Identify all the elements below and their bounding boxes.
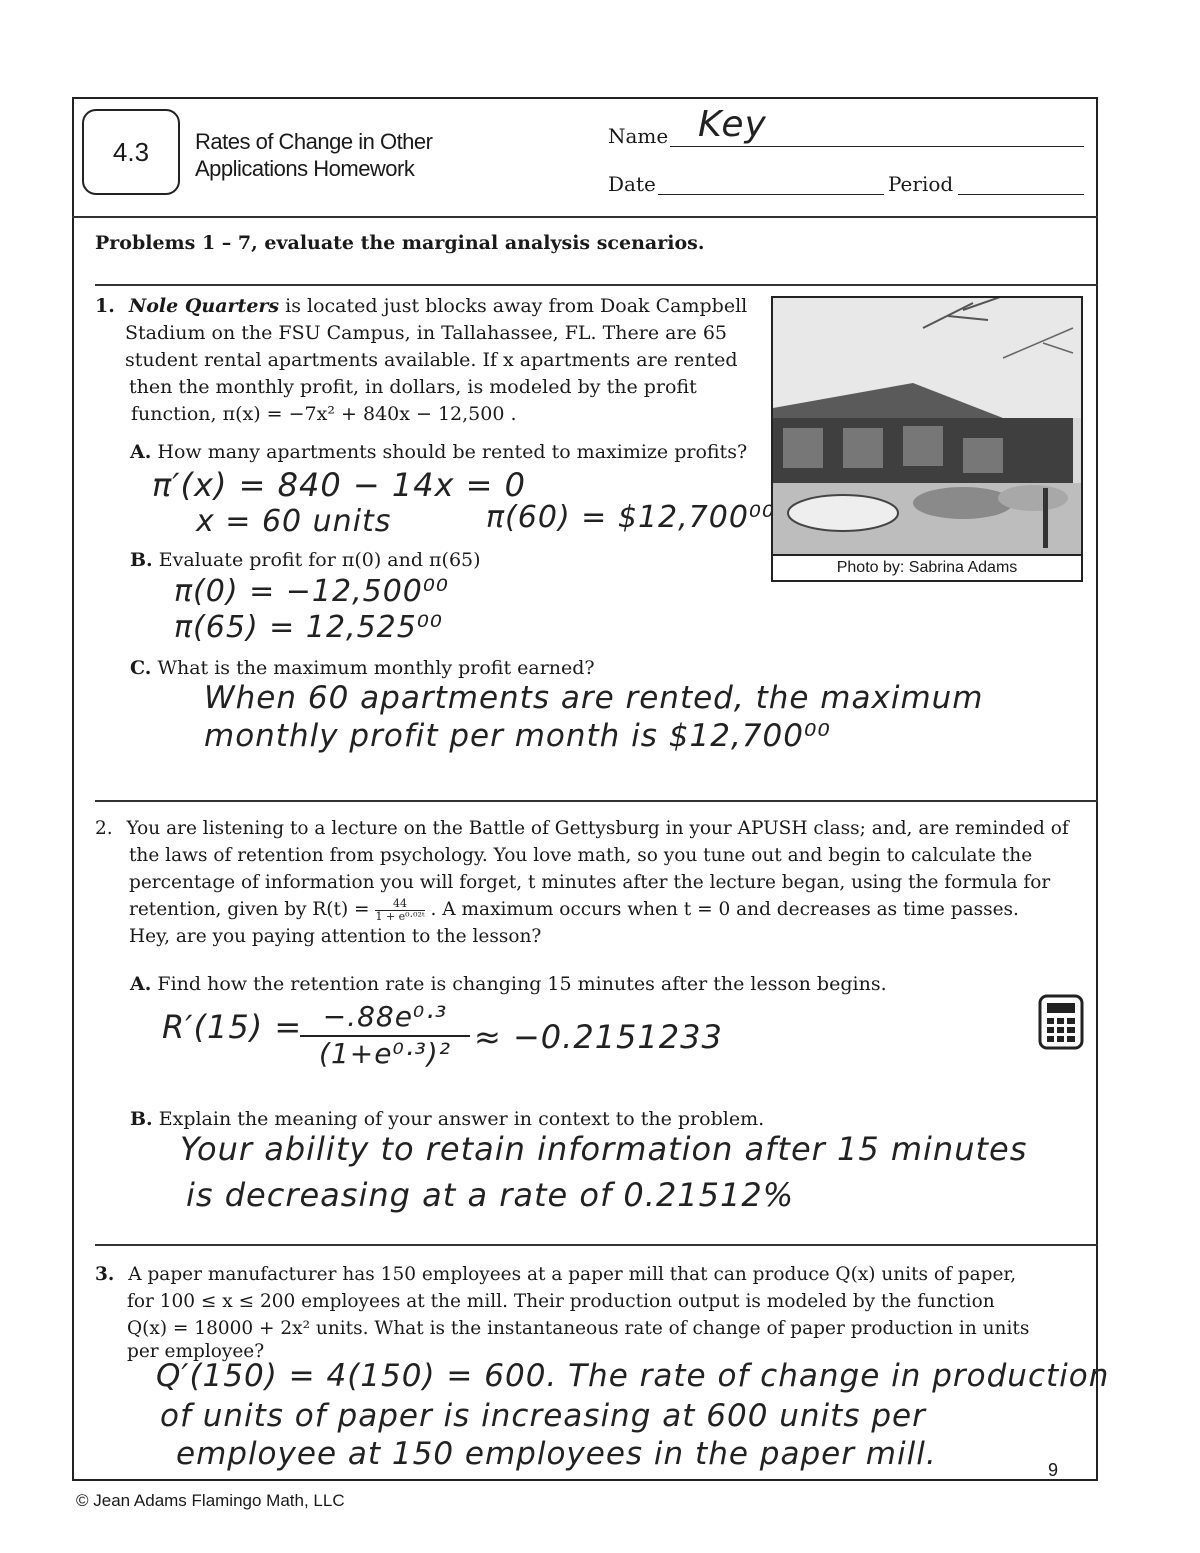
retention-formula-denominator: 1 + e⁰·⁰²ᵗ — [375, 909, 425, 923]
lesson-number: 4.3 — [112, 136, 150, 167]
problem1-line5: function, π(x) = −7x² + 840x − 12,500 . — [131, 403, 517, 425]
lesson-title — [195, 128, 432, 182]
calculator-icon — [1038, 994, 1084, 1054]
photo-caption: Photo by: Sabrina Adams — [773, 554, 1081, 580]
problem1-line1: is located just blocks away from Doak Campbell — [279, 295, 748, 317]
problem1-partC-label: C. — [130, 657, 152, 679]
problem2-partA-fraction — [300, 1000, 470, 1070]
problem2-partA-lhs: R′(15) = — [162, 1008, 303, 1046]
problem1-partA-label: A. — [130, 441, 152, 463]
problem2-partB-text: Explain the meaning of your answer in context to the problem. — [158, 1108, 765, 1130]
problem1-partB-label: B. — [130, 549, 153, 571]
problem1-partA-work3: π(60) = $12,700⁰⁰ — [486, 500, 775, 535]
problem2-partB-work1: Your ability to retain information after 15 minutes — [180, 1130, 1028, 1168]
problem2-line3: percentage of information you will forget, t minutes after the lecture began, using the formula for — [129, 872, 1051, 893]
problem1-partA-text: How many apartments should be rented to maximize profits? — [157, 441, 748, 463]
problem2-line4-a: retention, given by R(t) = — [129, 899, 376, 920]
name-value: Key — [698, 104, 767, 145]
problem1-partB — [130, 547, 481, 574]
date-label: Date — [608, 172, 656, 196]
problem3-text — [95, 1261, 1085, 1362]
divider-3 — [95, 1244, 1098, 1246]
problem2-partA-result: ≈ −0.2151233 — [474, 1018, 723, 1056]
problem1-partA-work1: π′(x) = 840 − 14x = 0 — [152, 466, 526, 504]
problem1-line2: Stadium on the FSU Campus, in Tallahassee, FL. There are 65 — [125, 322, 728, 344]
problem2-line2: the laws of retention from psychology. You love math, so you tune out and begin to calculate the — [129, 845, 1033, 866]
period-label: Period — [888, 172, 954, 196]
header-divider — [72, 216, 1098, 218]
problem3-work1: Q′(150) = 4(150) = 600. The rate of change in production — [156, 1358, 1110, 1394]
page-number: 9 — [1048, 1460, 1059, 1480]
problem1-line3: student rental apartments available. If x apartments are rented — [125, 349, 738, 371]
problem2-partB-label: B. — [130, 1108, 153, 1130]
problem3-work2: of units of paper is increasing at 600 units per — [160, 1398, 926, 1434]
problem2-line5: Hey, are you paying attention to the lesson? — [129, 926, 542, 947]
problem1-text — [95, 293, 755, 428]
problem2-number: 2. — [95, 818, 113, 839]
problem2-partA-text: Find how the retention rate is changing 15 minutes after the lesson begins. — [157, 973, 887, 995]
problem1-partC — [130, 655, 595, 682]
lesson-number-box — [82, 109, 180, 195]
apartment-photo-image — [773, 298, 1081, 556]
problem1-partA — [130, 439, 747, 466]
problem1-partC-text: What is the maximum monthly profit earned? — [157, 657, 595, 679]
problem1-partB-text: Evaluate profit for π(0) and π(65) — [158, 549, 481, 571]
problem1-number: 1. — [95, 295, 115, 317]
problem2-line1: You are listening to a lecture on the Battle of Gettysburg in your APUSH class; and, are reminded of — [126, 818, 1069, 839]
problem3-number: 3. — [95, 1264, 115, 1285]
lesson-title-line1: Rates of Change in Other — [195, 129, 433, 154]
apartment-photo — [771, 296, 1083, 582]
problem2-partB-work2: is decreasing at a rate of 0.21512% — [186, 1176, 795, 1214]
problem1-partB-work2: π(65) = 12,525⁰⁰ — [174, 610, 443, 645]
problem3-work3: employee at 150 employees in the paper mill. — [176, 1436, 937, 1472]
name-label: Name — [608, 124, 669, 148]
retention-formula-numerator: 44 — [375, 898, 424, 911]
problem2-line4-b: . A maximum occurs when t = 0 and decreases as time passes. — [430, 899, 1019, 920]
divider-1 — [95, 284, 1098, 286]
lesson-title-line2: Applications Homework — [195, 156, 415, 181]
problem3-line1: A paper manufacturer has 150 employees at a paper mill that can produce Q(x) units of paper, — [128, 1264, 1017, 1285]
period-line — [958, 194, 1084, 195]
problem2-line4 — [129, 896, 1085, 923]
problem2-text — [95, 815, 1085, 950]
problem2-partA-denominator: (1+e⁰·³)² — [319, 1037, 451, 1070]
date-line — [658, 194, 884, 195]
problem1-name: Nole Quarters — [128, 295, 280, 317]
divider-2 — [95, 800, 1098, 802]
footer-copyright: © Jean Adams Flamingo Math, LLC — [76, 1491, 345, 1510]
problem2-partA-label: A. — [130, 973, 152, 995]
problem2-partA — [130, 971, 887, 998]
problem1-partC-work2: monthly profit per month is $12,700⁰⁰ — [204, 718, 831, 754]
problem1-line4: then the monthly profit, in dollars, is modeled by the profit — [129, 376, 697, 398]
problem1-partC-work1: When 60 apartments are rented, the maximum — [204, 680, 984, 716]
problem3-line2: for 100 ≤ x ≤ 200 employees at the mill. Their production output is modeled by the function — [127, 1291, 995, 1312]
problem3-line3: Q(x) = 18000 + 2x² units. What is the instantaneous rate of change of paper production in units — [127, 1318, 1030, 1339]
instructions: Problems 1 – 7, evaluate the marginal analysis scenarios. — [95, 232, 705, 254]
name-line — [670, 146, 1084, 147]
problem2-partB — [130, 1106, 764, 1133]
retention-formula-fraction — [375, 898, 424, 923]
problem1-partB-work1: π(0) = −12,500⁰⁰ — [174, 574, 449, 609]
problem3-line4: per employee? — [127, 1341, 265, 1362]
problem2-partA-numerator: −.88e⁰·³ — [300, 1000, 470, 1037]
problem1-partA-work2: x = 60 units — [196, 504, 392, 539]
